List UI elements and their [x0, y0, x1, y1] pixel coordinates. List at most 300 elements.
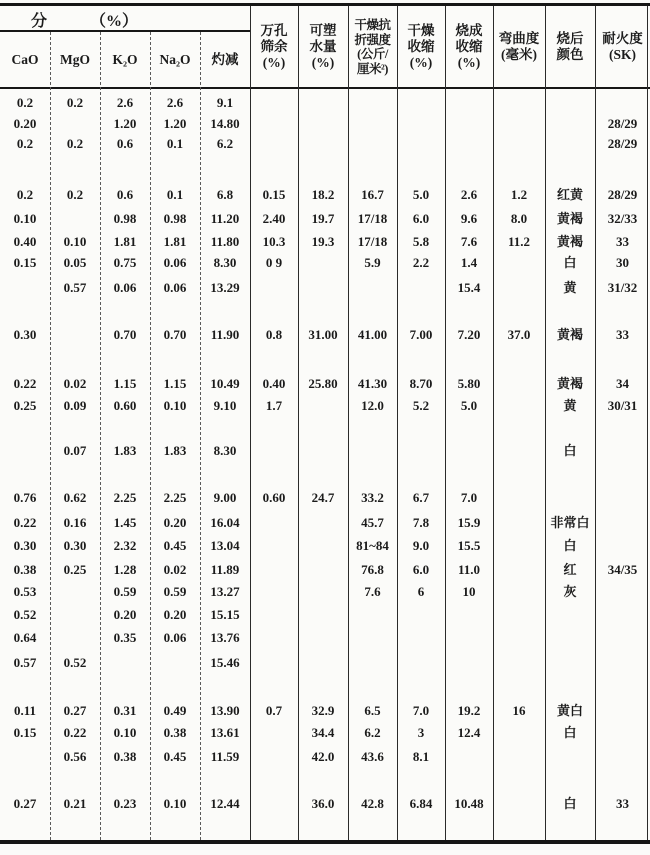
cell-na2o: 0.06: [163, 280, 187, 295]
cell-dry_shrink: 6.7: [412, 490, 430, 505]
cell-bend: [493, 722, 545, 743]
cell-sk: [595, 487, 650, 508]
cell-sieve: [250, 92, 298, 113]
cell-sk: [595, 581, 650, 602]
cell-sieve: [250, 722, 298, 743]
cell-mgo: 0.56: [63, 749, 87, 764]
cell-loi: 13.27: [210, 584, 240, 599]
cell-water: [298, 440, 348, 461]
cell-mgo: 0.52: [63, 655, 87, 670]
cell-k2o: 0.6: [116, 187, 134, 202]
cell-fire_shrink: 15.4: [457, 280, 481, 295]
cell-bend: [493, 395, 545, 416]
cell-dry_shrink: 3: [417, 725, 425, 740]
cell-water: [298, 627, 348, 648]
cell-mgo: [50, 627, 100, 648]
cell-cao: 0.11: [13, 703, 37, 718]
cell-color: 白: [563, 538, 577, 553]
cell-na2o: 0.45: [163, 749, 187, 764]
cell-sk: 31/32: [607, 280, 638, 295]
group-header-unit: （%）: [90, 13, 139, 30]
col-header-line: 水量: [309, 39, 337, 54]
cell-k2o: 0.31: [113, 703, 137, 718]
cell-loi: 16.04: [210, 515, 240, 530]
cell-cao: 0.76: [13, 490, 37, 505]
table-row: [0, 208, 650, 229]
table-row: [0, 252, 650, 273]
cell-loi: 13.90: [210, 703, 240, 718]
cell-fire_shrink: 2.6: [460, 187, 478, 202]
cell-na2o: 0.20: [163, 607, 187, 622]
cell-mgo: 0.62: [63, 490, 87, 505]
cell-cao: 0.57: [13, 655, 37, 670]
cell-cao: 0.15: [13, 255, 37, 270]
cell-bend: 1.2: [510, 187, 528, 202]
cell-mgo: [50, 581, 100, 602]
table-row: [0, 324, 650, 345]
col-header-line: Na₂O: [159, 51, 191, 67]
cell-dry_shrink: 6.0: [412, 211, 430, 226]
cell-dry_shrink: 5.2: [412, 398, 430, 413]
cell-color: 白: [563, 725, 577, 740]
cell-strength: 5.9: [364, 255, 381, 270]
cell-dry_shrink: 8.70: [409, 376, 433, 391]
cell-cao: 0.10: [13, 211, 37, 226]
cell-strength: 12.0: [361, 398, 384, 413]
cell-dry_shrink: [397, 133, 445, 154]
cell-cao: 0.27: [13, 796, 37, 811]
cell-k2o: 0.75: [113, 255, 137, 270]
cell-sieve: [250, 604, 298, 625]
cell-sieve: [250, 440, 298, 461]
cell-strength: 41.30: [357, 376, 388, 391]
cell-na2o: 2.6: [166, 95, 184, 110]
cell-mgo: [50, 324, 100, 345]
col-header-color: [545, 8, 595, 86]
cell-k2o: 2.6: [116, 95, 134, 110]
cell-na2o: 0.49: [163, 703, 187, 718]
group-header-label: 分: [31, 13, 48, 30]
cell-loi: 11.20: [210, 211, 240, 226]
cell-mgo: 0.2: [66, 187, 84, 202]
col-header-line: 烧后: [556, 31, 584, 46]
cell-cao: [0, 440, 50, 461]
cell-dry_shrink: 9.0: [412, 538, 430, 553]
cell-fire_shrink: 19.2: [457, 703, 481, 718]
cell-strength: 16.7: [361, 187, 384, 202]
cell-strength: 76.8: [361, 562, 384, 577]
cell-sk: 33: [616, 327, 629, 342]
cell-bend: 8.0: [510, 211, 528, 226]
cell-mgo: [50, 604, 100, 625]
cell-dry_shrink: [397, 92, 445, 113]
cell-cao: 0.40: [13, 234, 37, 249]
cell-bend: [493, 133, 545, 154]
cell-sk: [595, 746, 650, 767]
cell-k2o: 0.59: [113, 584, 137, 599]
col-header-line: 颜色: [556, 47, 584, 62]
cell-fire_shrink: 7.6: [460, 234, 478, 249]
cell-k2o: 1.83: [113, 443, 137, 458]
cell-bend: [493, 373, 545, 394]
table-row: [0, 373, 650, 394]
table-row: [0, 92, 650, 113]
cell-loi: 9.1: [216, 95, 234, 110]
col-header-line: (毫米): [501, 47, 537, 62]
cell-loi: 11.80: [210, 234, 240, 249]
cell-bend: [493, 113, 545, 134]
cell-sk: 28/29: [607, 116, 638, 131]
cell-mgo: 0.2: [66, 136, 84, 151]
cell-loi: 15.15: [210, 607, 240, 622]
cell-na2o: 1.83: [163, 443, 187, 458]
cell-water: [298, 92, 348, 113]
col-header-k2o: [100, 33, 150, 86]
cell-fire_shrink: [445, 113, 493, 134]
table-row: [0, 133, 650, 154]
cell-cao: 0.64: [13, 630, 37, 645]
cell-na2o: 0.59: [163, 584, 187, 599]
cell-water: 19.7: [311, 211, 335, 226]
cell-k2o: 0.06: [113, 280, 137, 295]
cell-cao: 0.30: [13, 538, 37, 553]
cell-strength: 7.6: [364, 584, 381, 599]
cell-strength: 43.6: [361, 749, 384, 764]
cell-sieve: [250, 113, 298, 134]
cell-loi: 11.90: [210, 327, 240, 342]
cell-dry_shrink: 7.8: [412, 515, 430, 530]
cell-k2o: 0.10: [113, 725, 137, 740]
cell-sieve: [250, 652, 298, 673]
cell-water: 25.80: [308, 376, 338, 391]
cell-mgo: 0.27: [63, 703, 87, 718]
cell-sk: [595, 700, 650, 721]
cell-sk: [595, 512, 650, 533]
cell-sk: 30: [616, 255, 629, 270]
cell-strength: [348, 652, 397, 673]
cell-cao: 0.52: [13, 607, 37, 622]
cell-mgo: 0.07: [63, 443, 87, 458]
cell-fire_shrink: [445, 627, 493, 648]
cell-sieve: [250, 581, 298, 602]
cell-cao: 0.30: [13, 327, 37, 342]
cell-dry_shrink: 2.2: [412, 255, 430, 270]
cell-mgo: 0.02: [63, 376, 87, 391]
cell-na2o: 1.15: [163, 376, 187, 391]
cell-loi: 14.80: [210, 116, 240, 131]
cell-fire_shrink: 5.0: [460, 398, 478, 413]
cell-dry_shrink: 7.0: [412, 703, 430, 718]
cell-water: [298, 559, 348, 580]
cell-na2o: 0.45: [163, 538, 187, 553]
col-header-line: 干燥: [407, 23, 435, 38]
cell-color: 黄褐: [556, 211, 583, 226]
table-row: [0, 652, 650, 673]
cell-color: 白: [563, 796, 577, 811]
cell-color: [545, 604, 595, 625]
cell-fire_shrink: [445, 746, 493, 767]
col-header-line: 可塑: [309, 23, 337, 38]
col-header-bend: [493, 8, 545, 86]
cell-dry_shrink: 7.00: [409, 327, 433, 342]
col-header-line: 耐火度: [602, 31, 643, 46]
cell-color: 非常白: [550, 515, 590, 530]
cell-dry_shrink: [397, 604, 445, 625]
cell-sk: [595, 440, 650, 461]
cell-fire_shrink: [445, 92, 493, 113]
cell-color: [545, 746, 595, 767]
cell-na2o: 0.20: [163, 515, 187, 530]
cell-bend: [493, 487, 545, 508]
cell-bend: 16: [512, 703, 526, 718]
cell-dry_shrink: 5.8: [412, 234, 430, 249]
cell-na2o: 0.98: [163, 211, 187, 226]
col-header-loi: [200, 33, 250, 86]
cell-dry_shrink: [397, 113, 445, 134]
cell-sk: [595, 652, 650, 673]
cell-strength: [348, 440, 397, 461]
cell-mgo: 0.10: [63, 234, 87, 249]
cell-loi: 8.30: [213, 255, 237, 270]
cell-bend: [493, 559, 545, 580]
cell-dry_shrink: 6.0: [412, 562, 430, 577]
table-row: [0, 535, 650, 556]
cell-bend: [493, 627, 545, 648]
cell-na2o: 0.1: [166, 136, 184, 151]
cell-loi: 9.00: [213, 490, 237, 505]
cell-na2o: 0.10: [163, 796, 187, 811]
cell-k2o: 1.81: [113, 234, 137, 249]
cell-sk: [595, 604, 650, 625]
cell-dry_shrink: [397, 652, 445, 673]
col-header-line: (SK): [609, 47, 636, 62]
cell-strength: 17/18: [357, 211, 388, 226]
cell-mgo: 0.57: [63, 280, 87, 295]
cell-water: [298, 113, 348, 134]
cell-strength: [348, 277, 397, 298]
cell-sieve: [250, 746, 298, 767]
table-row: [0, 487, 650, 508]
col-header-sk: [595, 8, 650, 86]
cell-cao: 0.25: [13, 398, 37, 413]
cell-loi: 6.2: [216, 136, 234, 151]
cell-na2o: 0.1: [166, 187, 184, 202]
cell-water: 36.0: [311, 796, 335, 811]
cell-dry_shrink: [397, 627, 445, 648]
cell-sieve: [250, 627, 298, 648]
cell-strength: 81~84: [356, 538, 389, 553]
cell-fire_shrink: 11.0: [457, 562, 481, 577]
cell-fire_shrink: [445, 133, 493, 154]
cell-water: 18.2: [311, 187, 335, 202]
cell-strength: [348, 627, 397, 648]
cell-color: 黄: [563, 280, 577, 295]
cell-dry_shrink: 6: [417, 584, 425, 599]
col-header-strength: [348, 8, 397, 86]
col-header-line: 厘米²): [357, 61, 388, 76]
cell-mgo: 0.30: [63, 538, 87, 553]
cell-color: [545, 627, 595, 648]
cell-dry_shrink: [397, 440, 445, 461]
cell-sk: 32/33: [607, 211, 638, 226]
cell-bend: [493, 535, 545, 556]
cell-cao: 0.20: [13, 116, 37, 131]
cell-sk: [595, 535, 650, 556]
cell-fire_shrink: 7.0: [460, 490, 478, 505]
cell-fire_shrink: 7.20: [457, 327, 481, 342]
table-row: [0, 231, 650, 252]
cell-fire_shrink: [445, 604, 493, 625]
cell-k2o: 0.70: [113, 327, 137, 342]
cell-water: [298, 652, 348, 673]
cell-water: [298, 581, 348, 602]
table-row: [0, 604, 650, 625]
cell-loi: 11.89: [210, 562, 240, 577]
header-bottom-rule: [0, 87, 650, 89]
col-header-line: 烧成: [455, 23, 483, 38]
table-top-rule: [0, 3, 650, 6]
cell-sieve: 0.15: [262, 187, 286, 202]
col-header-line: 收缩: [407, 39, 435, 54]
cell-sieve: 0.7: [265, 703, 283, 718]
cell-sk: 34/35: [607, 562, 638, 577]
cell-cao: 0.22: [13, 515, 37, 530]
cell-cao: 0.2: [16, 95, 34, 110]
cell-color: [545, 113, 595, 134]
cell-k2o: 1.15: [113, 376, 137, 391]
cell-sk: [595, 627, 650, 648]
cell-k2o: 1.28: [113, 562, 137, 577]
cell-bend: [493, 512, 545, 533]
table-row: [0, 722, 650, 743]
cell-loi: 13.04: [210, 538, 240, 553]
cell-dry_shrink: 5.0: [412, 187, 430, 202]
cell-bend: [493, 440, 545, 461]
cell-color: 黄褐: [556, 234, 583, 249]
cell-mgo: 0.21: [63, 796, 87, 811]
cell-mgo: 0.22: [63, 725, 87, 740]
cell-sk: [595, 92, 650, 113]
col-header-line: CaO: [11, 51, 39, 67]
cell-dry_shrink: 8.1: [412, 749, 430, 764]
cell-cao: 0.53: [13, 584, 37, 599]
cell-mgo: [50, 208, 100, 229]
cell-color: [545, 92, 595, 113]
cell-mgo: [50, 113, 100, 134]
col-header-line: 灼减: [211, 51, 239, 67]
cell-color: 黄: [563, 398, 577, 413]
cell-loi: 8.30: [213, 443, 237, 458]
cell-water: [298, 252, 348, 273]
cell-water: [298, 604, 348, 625]
cell-cao: 0.15: [13, 725, 37, 740]
cell-color: [545, 133, 595, 154]
cell-color: [545, 652, 595, 673]
cell-k2o: [100, 652, 150, 673]
cell-loi: 12.44: [210, 796, 240, 811]
cell-cao: 0.2: [16, 187, 34, 202]
table-row: [0, 184, 650, 205]
cell-na2o: 0.38: [163, 725, 187, 740]
cell-na2o: 0.02: [163, 562, 187, 577]
cell-cao: 0.38: [13, 562, 37, 577]
cell-k2o: 2.25: [113, 490, 137, 505]
cell-water: [298, 277, 348, 298]
cell-k2o: 0.23: [113, 796, 137, 811]
table-row: [0, 627, 650, 648]
cell-water: 42.0: [311, 749, 335, 764]
cell-bend: [493, 581, 545, 602]
cell-color: 黄褐: [556, 327, 583, 342]
cell-color: 黄褐: [556, 376, 583, 391]
cell-color: 红黄: [556, 187, 583, 202]
cell-strength: 6.2: [364, 725, 381, 740]
cell-sieve: 10.3: [262, 234, 286, 249]
cell-loi: 11.59: [210, 749, 240, 764]
cell-bend: [493, 793, 545, 814]
cell-sieve: [250, 133, 298, 154]
cell-sieve: 0.40: [262, 376, 286, 391]
cell-bend: [493, 604, 545, 625]
cell-sieve: 0 9: [265, 255, 283, 270]
cell-na2o: 1.81: [163, 234, 187, 249]
cell-sieve: 2.40: [262, 211, 286, 226]
cell-sieve: [250, 512, 298, 533]
col-header-line: (%): [457, 55, 481, 70]
cell-bend: [493, 652, 545, 673]
col-header-line: (%): [311, 55, 335, 70]
col-header-line: 弯曲度: [498, 31, 540, 46]
cell-strength: 17/18: [357, 234, 388, 249]
cell-k2o: 0.60: [113, 398, 137, 413]
cell-color: 灰: [563, 584, 577, 599]
table-row: [0, 440, 650, 461]
cell-bend: [493, 92, 545, 113]
cell-fire_shrink: 10.48: [454, 796, 484, 811]
col-header-sieve: [250, 8, 298, 86]
cell-fire_shrink: 5.80: [457, 376, 481, 391]
cell-loi: 13.76: [210, 630, 240, 645]
table-bottom-rule: [0, 840, 650, 844]
cell-mgo: 0.09: [63, 398, 87, 413]
table-row: [0, 395, 650, 416]
cell-na2o: [150, 652, 200, 673]
cell-strength: 42.8: [361, 796, 384, 811]
cell-water: 24.7: [311, 490, 335, 505]
cell-na2o: 0.10: [163, 398, 187, 413]
cell-sk: 28/29: [607, 136, 638, 151]
cell-dry_shrink: 6.84: [409, 796, 433, 811]
cell-strength: 33.2: [361, 490, 384, 505]
table-row: [0, 746, 650, 767]
cell-k2o: 0.38: [113, 749, 137, 764]
cell-sk: [595, 722, 650, 743]
cell-color: 白: [563, 255, 577, 270]
cell-color: 红: [563, 562, 577, 577]
cell-sieve: 1.7: [265, 398, 283, 413]
cell-loi: 13.29: [210, 280, 240, 295]
cell-strength: 6.5: [364, 703, 381, 718]
cell-k2o: 2.32: [113, 538, 137, 553]
col-header-line: 收缩: [455, 39, 483, 54]
cell-strength: 41.00: [357, 327, 388, 342]
cell-na2o: 0.70: [163, 327, 187, 342]
cell-sieve: [250, 559, 298, 580]
col-header-fire_shrink: [445, 8, 493, 86]
cell-fire_shrink: [445, 440, 493, 461]
cell-color: 黄白: [556, 703, 583, 718]
cell-strength: [348, 113, 397, 134]
